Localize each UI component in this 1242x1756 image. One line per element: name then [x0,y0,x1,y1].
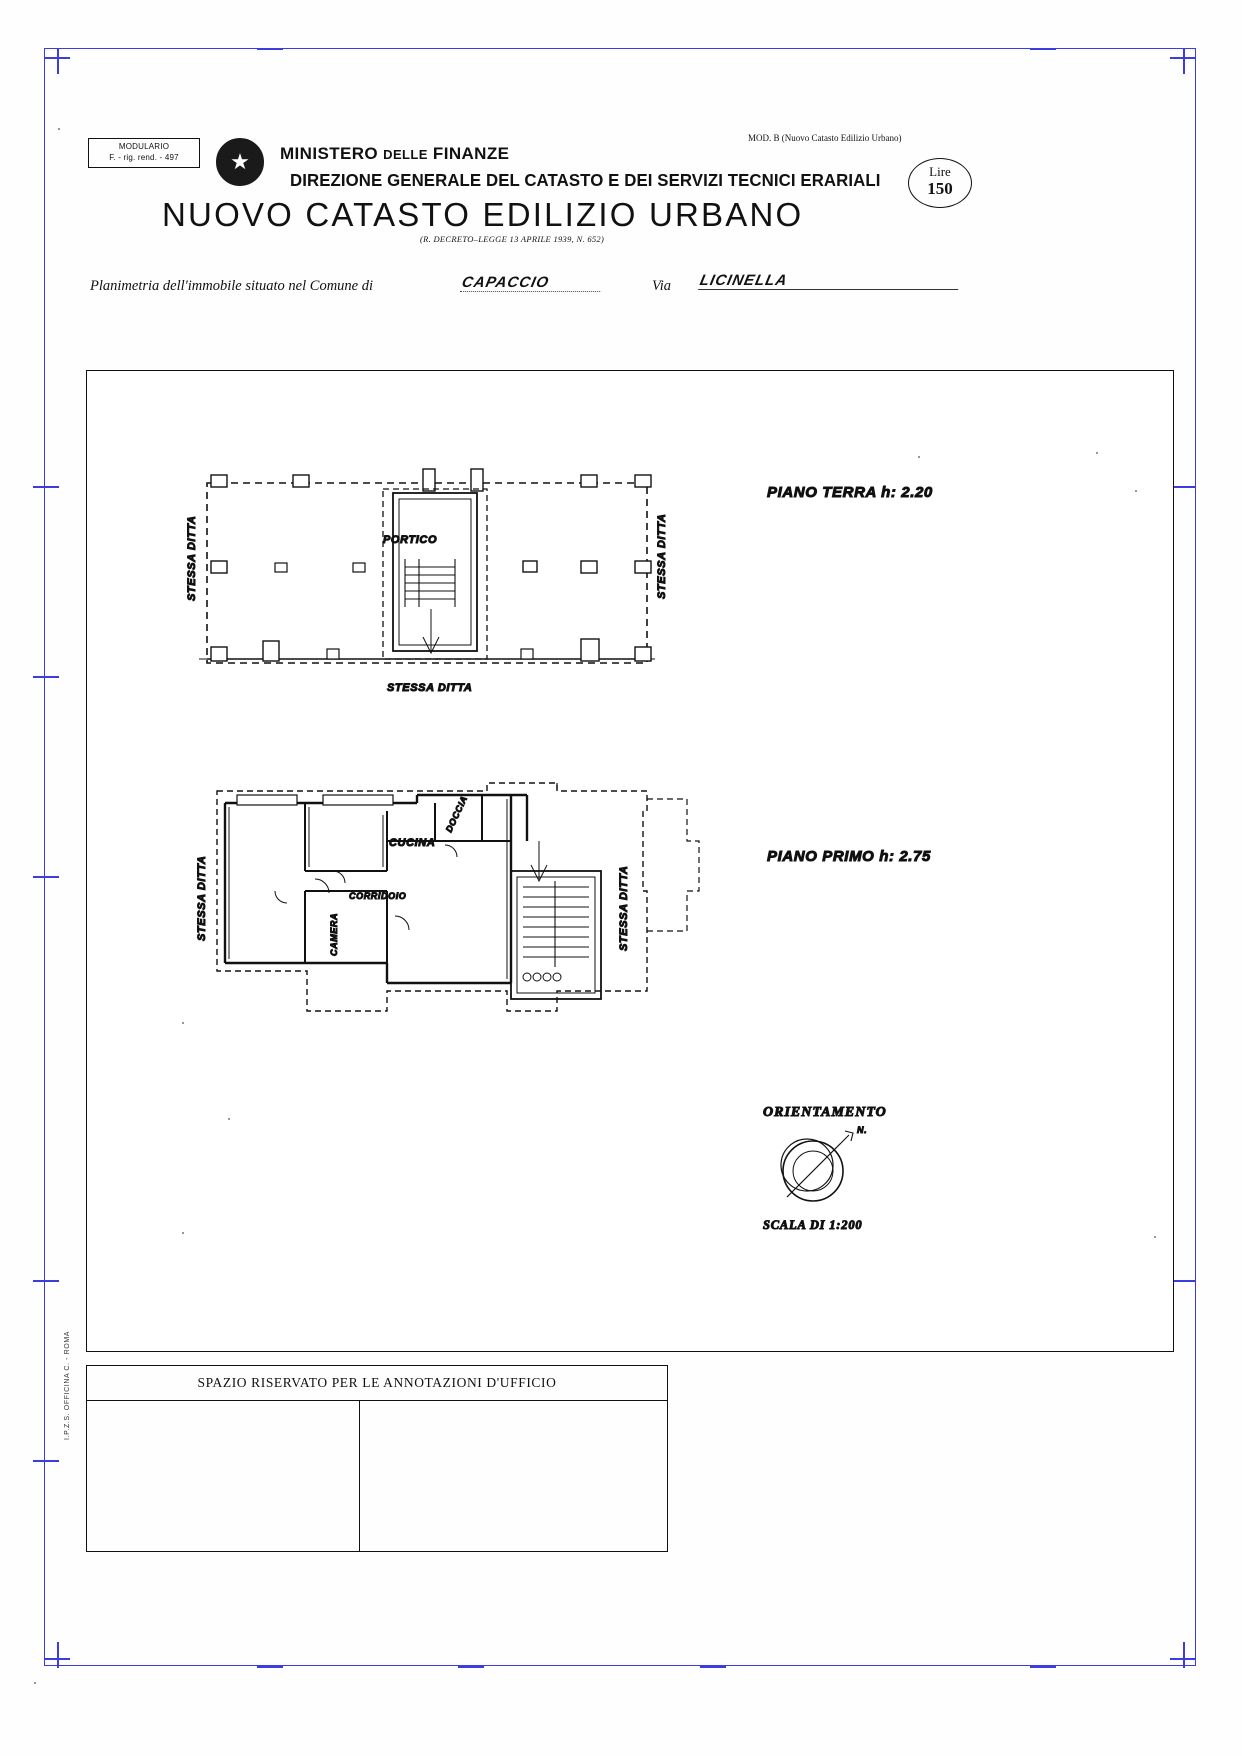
frame-tick [1183,1642,1185,1668]
corridoio-label: CORRIDOIO [349,891,407,901]
fee-stamp [908,158,972,208]
direction-heading: DIREZIONE GENERALE DEL CATASTO E DEI SERVIZI TECNICI ERARIALI [290,170,881,190]
frame-tick [700,1666,726,1668]
frame-tick [33,486,59,488]
ministry-word-3: FINANZE [432,144,510,163]
frame-tick [33,1280,59,1282]
scale-label: SCALA DI 1:200 [763,1218,863,1232]
mod-note: MOD. B (Nuovo Catasto Edilizio Urbano) [748,133,902,143]
ground-bottom-boundary-label: STESSA DITTA [387,682,473,694]
annotations-box-title: SPAZIO RISERVATO PER LE ANNOTAZIONI D'UFFICIO [87,1366,667,1401]
first-floor-heading: PIANO PRIMO h: 2.75 [767,848,931,865]
cucina-label: CUCINA [389,837,436,849]
north-label: N. [857,1125,868,1135]
camera-label: CAMERA [329,912,339,956]
speck [58,128,60,130]
via-label: Via [652,278,672,294]
frame-tick [1183,48,1185,74]
ground-floor-plan [186,469,933,694]
frame-tick [57,1642,59,1668]
frame-tick [33,676,59,678]
modulario-line-1: MODULARIO [118,142,170,151]
frame-tick [1030,48,1056,50]
speck [182,1022,184,1024]
speck [918,456,920,458]
republic-emblem-icon: ★ [212,130,268,188]
office-annotations-box [86,1365,668,1552]
speck [1135,490,1137,492]
fee-amount: 150 [927,179,953,198]
doccia-label: DOCCIA [443,794,470,834]
page-title: NUOVO CATASTO EDILIZIO URBANO [162,196,804,233]
ground-left-boundary-label: STESSA DITTA [186,515,198,601]
first-right-boundary-label: STESSA DITTA [618,865,630,951]
frame-tick [57,48,59,74]
speck [228,1118,230,1120]
via-field[interactable] [700,272,960,290]
orientation-title: ORIENTAMENTO [763,1105,887,1120]
ministry-word-1: MINISTERO [280,144,379,163]
ministry-word-2: DELLE [383,147,428,162]
fee-currency: Lire [929,164,951,179]
ministry-heading [280,144,509,164]
frame-tick [458,1666,484,1668]
frame-tick [257,1666,283,1668]
speck [182,1232,184,1234]
annotations-divider [359,1400,360,1551]
decree-reference: (R. DECRETO–LEGGE 13 APRILE 1939, N. 652) [420,234,605,244]
modulario-box [88,138,200,168]
speck [1154,1236,1156,1238]
first-left-boundary-label: STESSA DITTA [196,855,208,941]
frame-tick [1030,1666,1056,1668]
frame-tick [257,48,283,50]
comune-field[interactable] [462,274,602,292]
frame-tick [33,1460,59,1462]
form-prefix-label: Planimetria dell'immobile situato nel Comune di [90,278,374,294]
modulario-line-2: F. - rig. rend. - 497 [109,152,179,162]
floor-plans-svg [87,371,1173,1351]
speck [34,1682,36,1684]
portico-label: PORTICO [383,534,438,546]
first-floor-plan [196,783,931,1011]
ground-right-boundary-label: STESSA DITTA [656,513,668,599]
printer-mark: I.P.Z.S. OFFICINA C. - ROMA [64,1330,71,1440]
plan-drawing-area [86,370,1174,1352]
frame-tick [33,876,59,878]
comune-value: CAPACCIO [460,274,604,292]
via-value: LICINELLA [698,272,962,290]
ground-floor-heading: PIANO TERRA h: 2.20 [767,484,933,501]
speck [1096,452,1098,454]
orientation-block [763,1105,887,1232]
